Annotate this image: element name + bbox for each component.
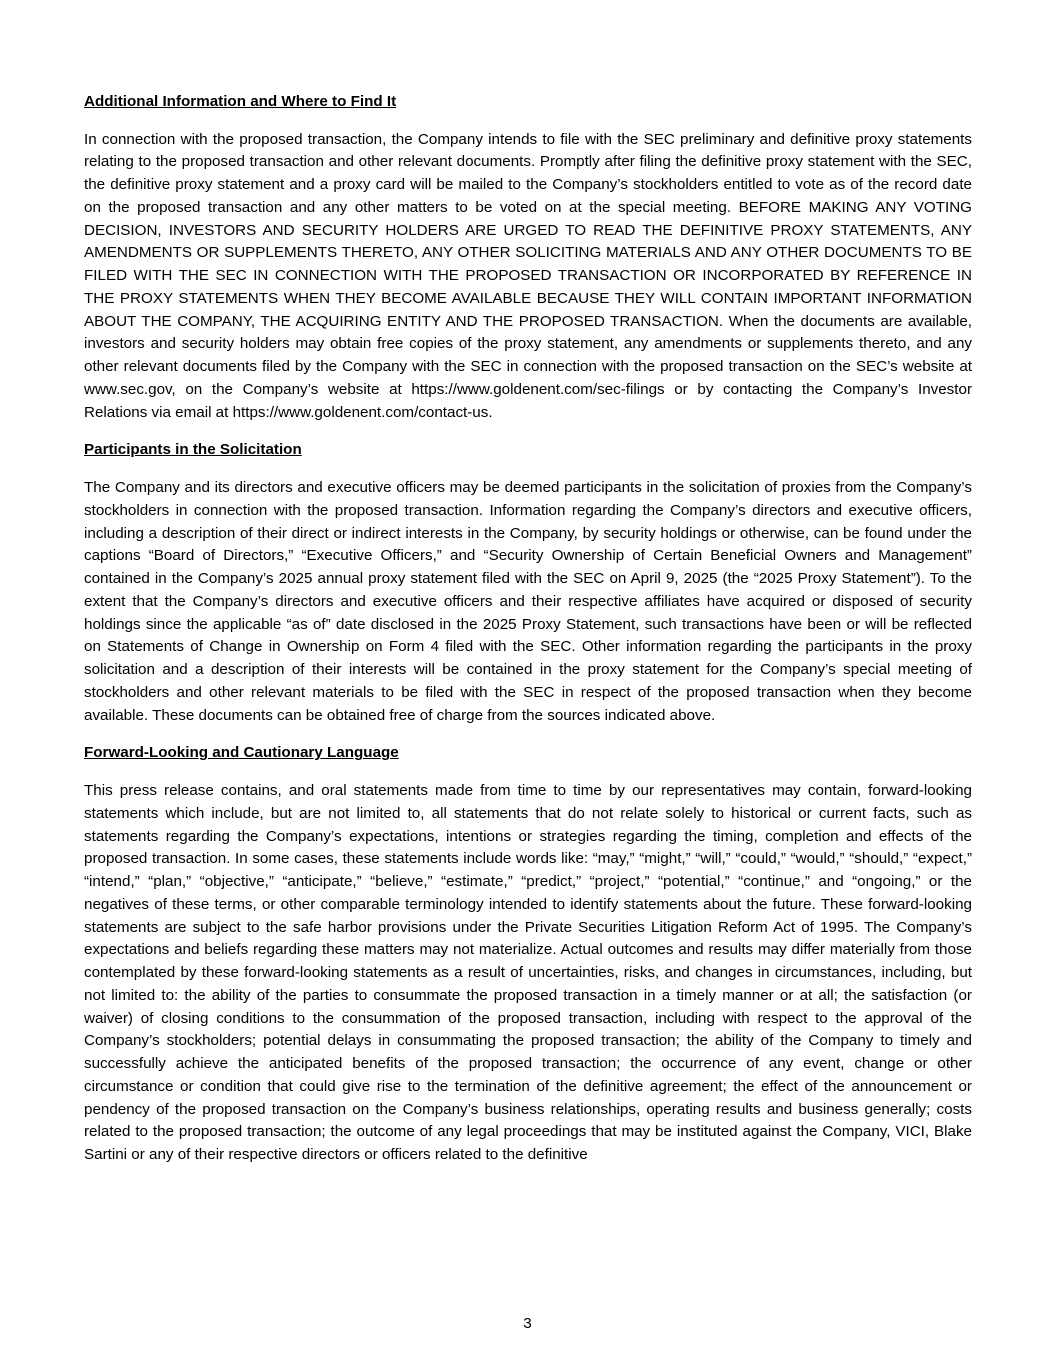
- section-heading: Participants in the Solicitation: [84, 441, 302, 459]
- page-number: 3: [523, 1315, 532, 1332]
- section-body: The Company and its directors and executive officers may be deemed participants in the solicitation of proxies from the Company’s stockholders in connection with the proposed transaction. Information regarding the Company’s directors and executive officers, including a description of their direct or indirect interests in the Company, by security holdings or otherwise, can be found under the captions “Board of Directors,” “Executive Officers,” and “Security Ownership of Certain Beneficial Owners and Management” contained in the Company’s 2025 annual proxy statement filed with the SEC on April 9, 2025 (the “2025 Proxy Statement”). To the extent that the Company’s directors and executive officers and their respective affiliates have acquired or disposed of security holdings since the applicable “as of” date disclosed in the 2025 Proxy Statement, such transactions have been or will be reflected on Statements of Change in Ownership on Form 4 filed with the SEC. Other information regarding the participants in the proxy solicitation and a description of their interests will be contained in the proxy statement for the Company’s special meeting of stockholders and other relevant materials to be filed with the SEC in respect of the proposed transaction when they become available. These documents can be obtained free of charge from the sources indicated above.: [84, 479, 972, 724]
- section-forward-looking: [84, 742, 972, 1166]
- section-additional-information: [84, 91, 972, 424]
- section-body: In connection with the proposed transaction, the Company intends to file with the SEC preliminary and definitive proxy statements relating to the proposed transaction and other relevant documents. Promptly after filing the definitive proxy statement with the SEC, the definitive proxy statement and a proxy card will be mailed to the Company’s stockholders entitled to vote as of the record date on the proposed transaction and any other matters to be voted on at the special meeting. BEFORE MAKING ANY VOTING DECISION, INVESTORS AND SECURITY HOLDERS ARE URGED TO READ THE DEFINITIVE PROXY STATEMENTS, ANY AMENDMENTS OR SUPPLEMENTS THERETO, ANY OTHER SOLICITING MATERIALS AND ANY OTHER DOCUMENTS TO BE FILED WITH THE SEC IN CONNECTION WITH THE PROPOSED TRANSACTION OR INCORPORATED BY REFERENCE IN THE PROXY STATEMENTS WHEN THEY BECOME AVAILABLE BECAUSE THEY WILL CONTAIN IMPORTANT INFORMATION ABOUT THE COMPANY, THE ACQUIRING ENTITY AND THE PROPOSED TRANSACTION. When the documents are available, investors and security holders may obtain free copies of the proxy statement, any amendments or supplements thereto, and any other relevant documents filed by the Company with the SEC in connection with the proposed transaction on the SEC’s website at www.sec.gov, on the Company’s website at https://www.goldenent.com/sec-filings or by contacting the Company’s Investor Relations via email at https://www.goldenent.com/contact-us.: [84, 130, 972, 421]
- document-page: [84, 91, 972, 1182]
- section-heading: Forward-Looking and Cautionary Language: [84, 744, 399, 762]
- section-heading: Additional Information and Where to Find It: [84, 93, 397, 110]
- section-participants: [84, 439, 972, 727]
- section-body: This press release contains, and oral statements made from time to time by our representatives may contain, forward-looking statements which include, but are not limited to, all statements that do not relate solely to historical or current facts, such as statements regarding the Company’s expectations, intentions or strategies regarding the timing, completion and effects of the proposed transaction. In some cases, these statements include words like: “may,” “might,” “will,” “could,” “would,” “should,” “expect,” “intend,” “plan,” “objective,” “anticipate,” “believe,” “estimate,” “predict,” “project,” “potential,” “continue,” and “ongoing,” or the negatives of these terms, or other comparable terminology intended to identify statements about the future. These forward-looking statements are subject to the safe harbor provisions under the Private Securities Litigation Reform Act of 1995. The Company’s expectations and beliefs regarding these matters may not materialize. Actual outcomes and results may differ materially from those contemplated by these forward-looking statements as a result of uncertainties, risks, and changes in circumstances, including, but not limited to: the ability of the parties to consummate the proposed transaction in a timely manner or at all; the satisfaction (or waiver) of closing conditions to the consummation of the proposed transaction, including with respect to the approval of the Company’s stockholders; potential delays in consummating the proposed transaction; the ability of the Company to timely and successfully achieve the anticipated benefits of the proposed transaction; the occurrence of any event, change or other circumstance or condition that could give rise to the termination of the definitive agreement; the effect of the announcement or pendency of the proposed transaction on the Company’s business relationships, operating results and business generally; costs related to the proposed transaction; the outcome of any legal proceedings that may be instituted against the Company, VICI, Blake Sartini or any of their respective directors or officers related to the definitive: [84, 782, 972, 1164]
